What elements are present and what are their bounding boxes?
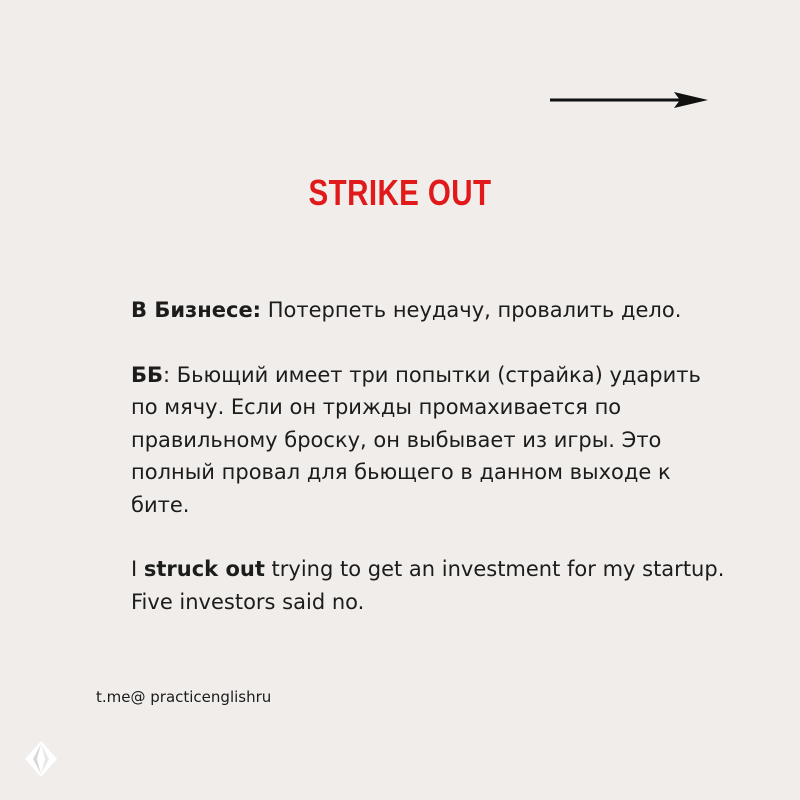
business-definition	[131, 294, 731, 327]
page-title: STRIKE OUT	[308, 172, 492, 213]
baseball-text: : Бьющий имеет три попытки (страйка) ударить по мячу. Если он трижды промахивается по правильному броску, он выбывает из игры. Это полный провал для бьющего в данном выходе к бите.	[131, 362, 701, 517]
example-prefix: I	[131, 557, 144, 581]
diamond-logo-icon	[24, 740, 58, 778]
baseball-label: ББ	[131, 362, 164, 387]
definition-content	[131, 294, 731, 618]
example-sentence	[131, 553, 731, 618]
baseball-definition	[131, 359, 731, 522]
business-text: Потерпеть неудачу, провалить дело.	[261, 298, 682, 322]
example-phrase: struck out	[143, 557, 265, 581]
example-suffix: trying to get an investment for my startup. Five investors said no.	[131, 557, 725, 614]
business-label: В Бизнесе:	[131, 298, 262, 322]
arrow-right-icon[interactable]	[550, 90, 710, 110]
telegram-handle: t.me@ practicenglishru	[96, 688, 272, 706]
